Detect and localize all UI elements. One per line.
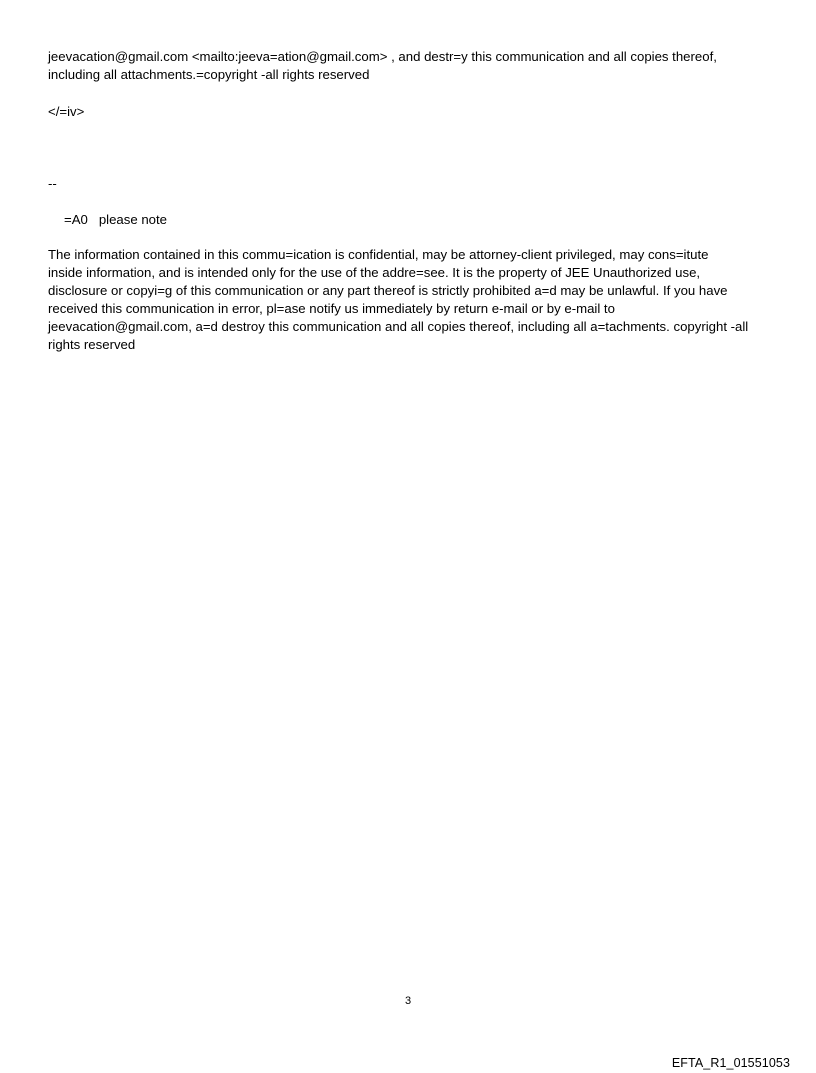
confidentiality-notice: [48, 246, 773, 354]
text-line: including all attachments.=copyright -all rights reserved: [48, 67, 370, 82]
text-line: disclosure or copyi=g of this communication or any part thereof is strictly prohibited a=d may be unlawful. If you have: [48, 283, 728, 298]
html-tag-fragment: </=iv>: [48, 104, 85, 119]
signature-separator: --: [48, 176, 57, 191]
page-number: 3: [404, 995, 412, 1007]
text-line: rights reserved: [48, 337, 136, 352]
email-disclaimer-fragment: [48, 48, 773, 84]
text-line: jeevacation@gmail.com <mailto:jeeva=ation@gmail.com> , and destr=y this communication and all copies thereof,: [48, 49, 717, 64]
bates-number: EFTA_R1_01551053: [671, 1056, 790, 1070]
please-note-heading: =A0 please note: [64, 212, 168, 227]
text-line: The information contained in this commu=ication is confidential, may be attorney-client privileged, may cons=itute: [48, 247, 709, 262]
text-line: jeevacation@gmail.com, a=d destroy this communication and all copies thereof, including all a=tachments. copyright -all: [48, 319, 749, 334]
text-line: received this communication in error, pl=ase notify us immediately by return e-mail or by e-mail to: [48, 301, 615, 316]
text-line: inside information, and is intended only for the use of the addre=see. It is the property of JEE Unauthorized use,: [48, 265, 701, 280]
